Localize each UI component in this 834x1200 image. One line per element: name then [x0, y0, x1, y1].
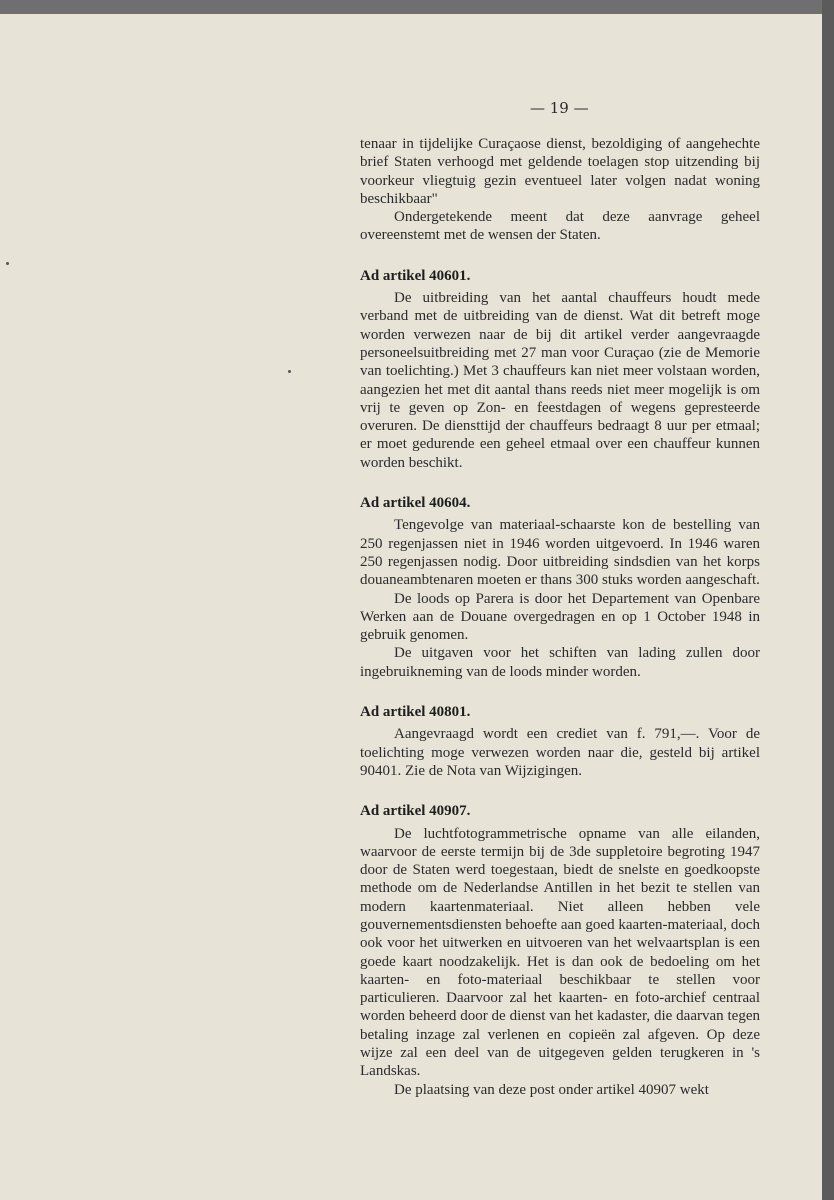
section-heading: Ad artikel 40801. — [360, 704, 471, 721]
section-heading: Ad artikel 40604. — [360, 495, 471, 512]
scan-edge — [822, 0, 834, 1200]
section-paragraph: De plaatsing van deze post onder artikel 40907 wekt — [394, 1081, 709, 1098]
section-heading: Ad artikel 40907. — [360, 803, 471, 820]
intro-paragraph: Ondergetekende meent dat deze aanvrage geheel overeenstemt met de wensen der Staten. — [360, 209, 760, 244]
section-paragraph: De uitgaven voor het schiften van lading zullen door ingebruikneming van de loods minder worden. — [360, 645, 760, 680]
page-number: — 19 — — [530, 99, 589, 117]
section-paragraph: De luchtfotogrammetrische opname van alle eilanden, waarvoor de eerste termijn bij de 3de suppletoire begroting 1947 door de Staten werd toegestaan, biedt de snelste en goedkoopste methode om de Nederlandse Antillen in het bezit te stellen van modern kaartenmateriaal. Niet alleen hebben vele gouvernementsdiensten behoefte aan goed kaarten-materiaal, doch ook voor het uitwerken en uitvoeren van het welvaartsplan is een goede kaart noodzakelijk. Het is dan ook de bedoeling om het kaarten- en foto-materiaal beschikbaar te stellen voor particulieren. Daarvoor zal het kaarten- en foto-archief centraal worden beheerd door de dienst van het kadaster, die daarvan tegen betaling inzage zal verlenen en copieën zal afgeven. Op deze wijze zal een deel van de uitgegeven gelden terugkeren in 's Landskas. — [360, 825, 760, 1080]
section-heading: Ad artikel 40601. — [360, 267, 471, 284]
section-paragraph: Aangevraagd wordt een crediet van f. 791,—. Voor de toelichting moge verwezen worden naar die, gesteld bij artikel 90401. Zie de Nota van Wijzigingen. — [360, 726, 760, 779]
text-column — [360, 135, 760, 1099]
section-paragraph: Tengevolge van materiaal-schaarste kon de bestelling van 250 regenjassen niet in 1946 worden uitgevoerd. In 1946 waren 250 regenjassen nodig. Door uitbreiding sindsdien van het korps douaneambtenaren moeten er thans 300 stuks worden aangeschaft. — [360, 517, 760, 589]
intro-paragraph: tenaar in tijdelijke Curaçaose dienst, bezoldiging of aangehechte brief Staten verhoogd met geldende toelagen stop uitzending bij voorkeur vliegtuig gezin eventueel later volgen nadat woning beschikbaar" — [360, 136, 760, 207]
section-paragraph: De uitbreiding van het aantal chauffeurs houdt mede verband met de uitbreiding van de dienst. Wat dit betreft moge worden verwezen naar de bij dit artikel verder aangevraagde personeelsuitbreiding met 27 man voor Curaçao (zie de Memorie van toelichting.) Met 3 chauffeurs kan niet meer volstaan worden, aangezien het met dit aantal thans reeds niet meer mogelijk is om vrij te geven op Zon- en feestdagen of wegens gepresteerde overuren. De diensttijd der chauffeurs bedraagt 8 uur per etmaal; er moet gedurende een geheel etmaal over een chauffeur kunnen worden beschikt. — [360, 290, 760, 471]
section-paragraph: De loods op Parera is door het Departement van Openbare Werken aan de Douane overgedragen en op 1 October 1948 in gebruik genomen. — [360, 590, 760, 644]
margin-mark — [6, 262, 9, 265]
document-page — [0, 14, 822, 1200]
margin-mark — [288, 370, 291, 373]
